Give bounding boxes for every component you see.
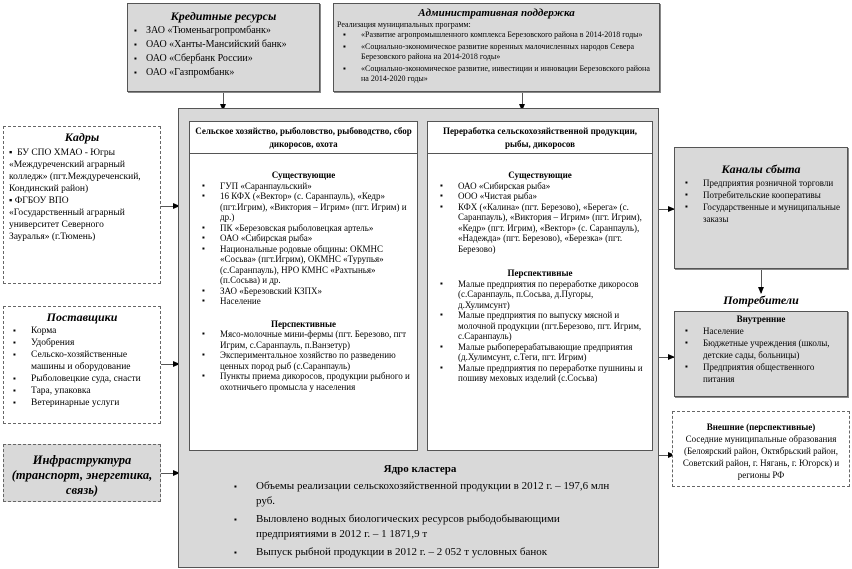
channels-to-consumers-arrow xyxy=(761,270,762,293)
staff-title: Кадры xyxy=(64,130,100,144)
staff-arrow xyxy=(161,206,179,207)
processing-block xyxy=(427,121,653,451)
staff-box xyxy=(3,126,161,284)
list-item: ▪ Выловлено водных биологических ресурсов рыбодобывающими предприятиями в 2012 г. – 1 1871,9 т xyxy=(232,512,630,542)
suppliers-title: Поставщики xyxy=(46,310,118,324)
infrastructure-arrow xyxy=(161,473,179,474)
list-item: ▪ Население xyxy=(196,296,411,307)
internal-consumers-box xyxy=(674,311,848,397)
list-item: ▪ Предприятия общественного питания xyxy=(679,361,843,385)
list-item: ▪ Удобрения xyxy=(7,337,157,349)
external-label: Внешние (перспективные) xyxy=(706,422,816,432)
agri-title: Сельское хозяйство, рыболовство, рыбоводство, сбор дикоросов, охота xyxy=(190,122,417,154)
list-item: ▪ ЗАО «Тюменьагропромбанк» xyxy=(132,24,315,38)
list-item: ▪ ОАО «Сибирская рыба» xyxy=(196,233,411,244)
infrastructure-box xyxy=(3,444,161,502)
list-item: ▪ Малые рыбоперерабатывающие предприятия (д.Хулимсунт, с.Теги, пгт. Игрим) xyxy=(434,342,646,363)
credit-resources-box xyxy=(127,3,320,92)
list-item: ▪ Бюджетные учреждения (школы, детские сады, больницы) xyxy=(679,337,843,361)
list-item: ▪ Ветеринарные услуги xyxy=(7,397,157,409)
external-text: Соседние муниципальные образования (Белоярский район, Октябрьский район, Советский район, г. Нягань, г. Югорск) и регионы РФ xyxy=(682,434,840,480)
list-item: ▪ Корма xyxy=(7,325,157,337)
list-item: ▪ Экспериментальное хозяйство по разведению ценных пород рыб (с.Саранпауль) xyxy=(196,350,411,371)
list-item: ▪ Мясо-молочные мини-фермы (пгт. Березово, пгт Игрим, с.Саранпауль, п.Ванзетур) xyxy=(196,329,411,350)
list-item: ▪ ЗАО «Березовский КЗПХ» xyxy=(196,286,411,297)
list-item: ▪ Рыболовецкие суда, снасти xyxy=(7,373,157,385)
credit-resources-title: Кредитные ресурсы xyxy=(170,9,277,23)
list-item: ▪ ГУП «Саранпаульский» xyxy=(196,181,411,192)
list-item: ▪ 16 КФХ («Вектор» (с. Саранпауль), «Кедр» (пгт.Игрим), «Виктория – Игрим» (пгт. Игрим) и др.) xyxy=(196,191,411,223)
list-item: ▪ Малые предприятия по выпуску мясной и молочной продукции (пгт.Березово, пгт. Игрим, с.Саранпауль) xyxy=(434,310,646,342)
list-item: ▪ Малые предприятия по переработке дикоросов (с.Саранпауль, п.Сосьва, д.Пугоры, д.Хулимсунт) xyxy=(434,279,646,311)
list-item: ▪ ОАО «Сбербанк России» xyxy=(132,52,315,66)
list-item: ▪ Малые предприятия по переработке пушнины и пошиву меховых изделий (с.Сосьва) xyxy=(434,363,646,384)
list-item: ▪ «Социально-экономическое развитие, инвестиции и инновации Березовского района на 2014-2020 годы» xyxy=(337,64,656,84)
internal-consumers-arrow xyxy=(659,357,674,358)
list-item: ▪ ПК «Березовская рыболовецкая артель» xyxy=(196,223,411,234)
list-item: ▪ «Социально-экономическое развитие коренных малочисленных народов Севера Березовского района на 2014-2018 годы» xyxy=(337,42,656,62)
suppliers-box xyxy=(3,306,161,424)
suppliers-arrow xyxy=(161,364,179,365)
list-item: ▪ «Развитие агропромышленного комплекса Березовского района в 2014-2018 годы» xyxy=(337,30,656,40)
agri-block xyxy=(189,121,418,451)
admin-support-box xyxy=(333,3,660,92)
list-item: ▪ Национальные родовые общины: ОКМНС «Сосьва» (пгт.Игрим), ОКМНС «Турупья» (с.Саранпауль), НРО КМНС «Рахтынья» (п.Сосьва) и др. xyxy=(196,244,411,286)
processing-prospective-label: Перспективные xyxy=(507,268,573,278)
list-item: ▪ Предприятия розничной торговли xyxy=(679,177,843,189)
list-item: ▪ ОАО «Газпромбанк» xyxy=(132,66,315,80)
admin-intro: Реализация муниципальных программ: xyxy=(337,20,471,29)
list-item: ▪ Объемы реализации сельскохозяйственной продукции в 2012 г. – 197,6 млн руб. xyxy=(232,479,630,509)
list-item: ▪ Потребительские кооперативы xyxy=(679,189,843,201)
list-item: ▪ Тара, упаковка xyxy=(7,385,157,397)
infrastructure-title: Инфраструктура (транспорт, энергетика, связь) xyxy=(11,453,153,497)
list-item: ▪ ООО «Чистая рыба» xyxy=(434,191,646,202)
agri-prospective-label: Перспективные xyxy=(270,318,337,329)
cluster-core xyxy=(190,462,650,562)
sales-channels-title: Каналы сбыта xyxy=(721,162,801,176)
consumers-title: Потребители xyxy=(723,293,799,307)
processing-title: Переработка сельскохозяйственной продукции, рыбы, дикоросов xyxy=(428,122,652,154)
staff-item-2: ▪ ФГБОУ ВПО «Государственный аграрный университет Северного Зауралья» (г.Тюмень) xyxy=(9,196,125,242)
list-item: ▪ Выпуск рыбной продукции в 2012 г. – 2 052 т условных банок xyxy=(232,545,630,560)
list-item: ▪ Население xyxy=(679,325,843,337)
internal-label: Внутренние xyxy=(736,314,786,324)
agri-existing-label: Существующие xyxy=(271,170,336,180)
sales-channels-box xyxy=(674,147,848,269)
list-item: ▪ Государственные и муниципальные заказы xyxy=(679,201,843,225)
list-item: ▪ ОАО «Сибирская рыба» xyxy=(434,181,646,192)
external-consumers-box xyxy=(672,411,850,487)
processing-existing-label: Существующие xyxy=(508,170,572,180)
channels-arrow xyxy=(659,209,674,210)
core-title: Ядро кластера xyxy=(383,463,457,475)
staff-item-1: ▪ БУ СПО ХМАО - Югры «Междуреченский аграрный колледж» (пгт.Междуреченский, Кондинский район) xyxy=(9,148,141,194)
admin-support-title: Административная поддержка xyxy=(418,7,575,19)
list-item: ▪ Пункты приема дикоросов, продукции рыбного и охотничьего промысла у населения xyxy=(196,371,411,392)
list-item: ▪ КФХ («Калина» (пгт. Березово), «Берега» (с. Саранпауль), «Виктория – Игрим» (пгт. Игрим), «Кедр» (пгт. Игрим), «Вектор» (с. Саранпауль), «Надежда» (пгт. Березово), «Березка» (пгт. Березово) xyxy=(434,202,646,255)
list-item: ▪ ОАО «Ханты-Мансийский банк» xyxy=(132,38,315,52)
list-item: ▪ Сельско-хозяйственные машины и оборудование xyxy=(7,349,157,373)
